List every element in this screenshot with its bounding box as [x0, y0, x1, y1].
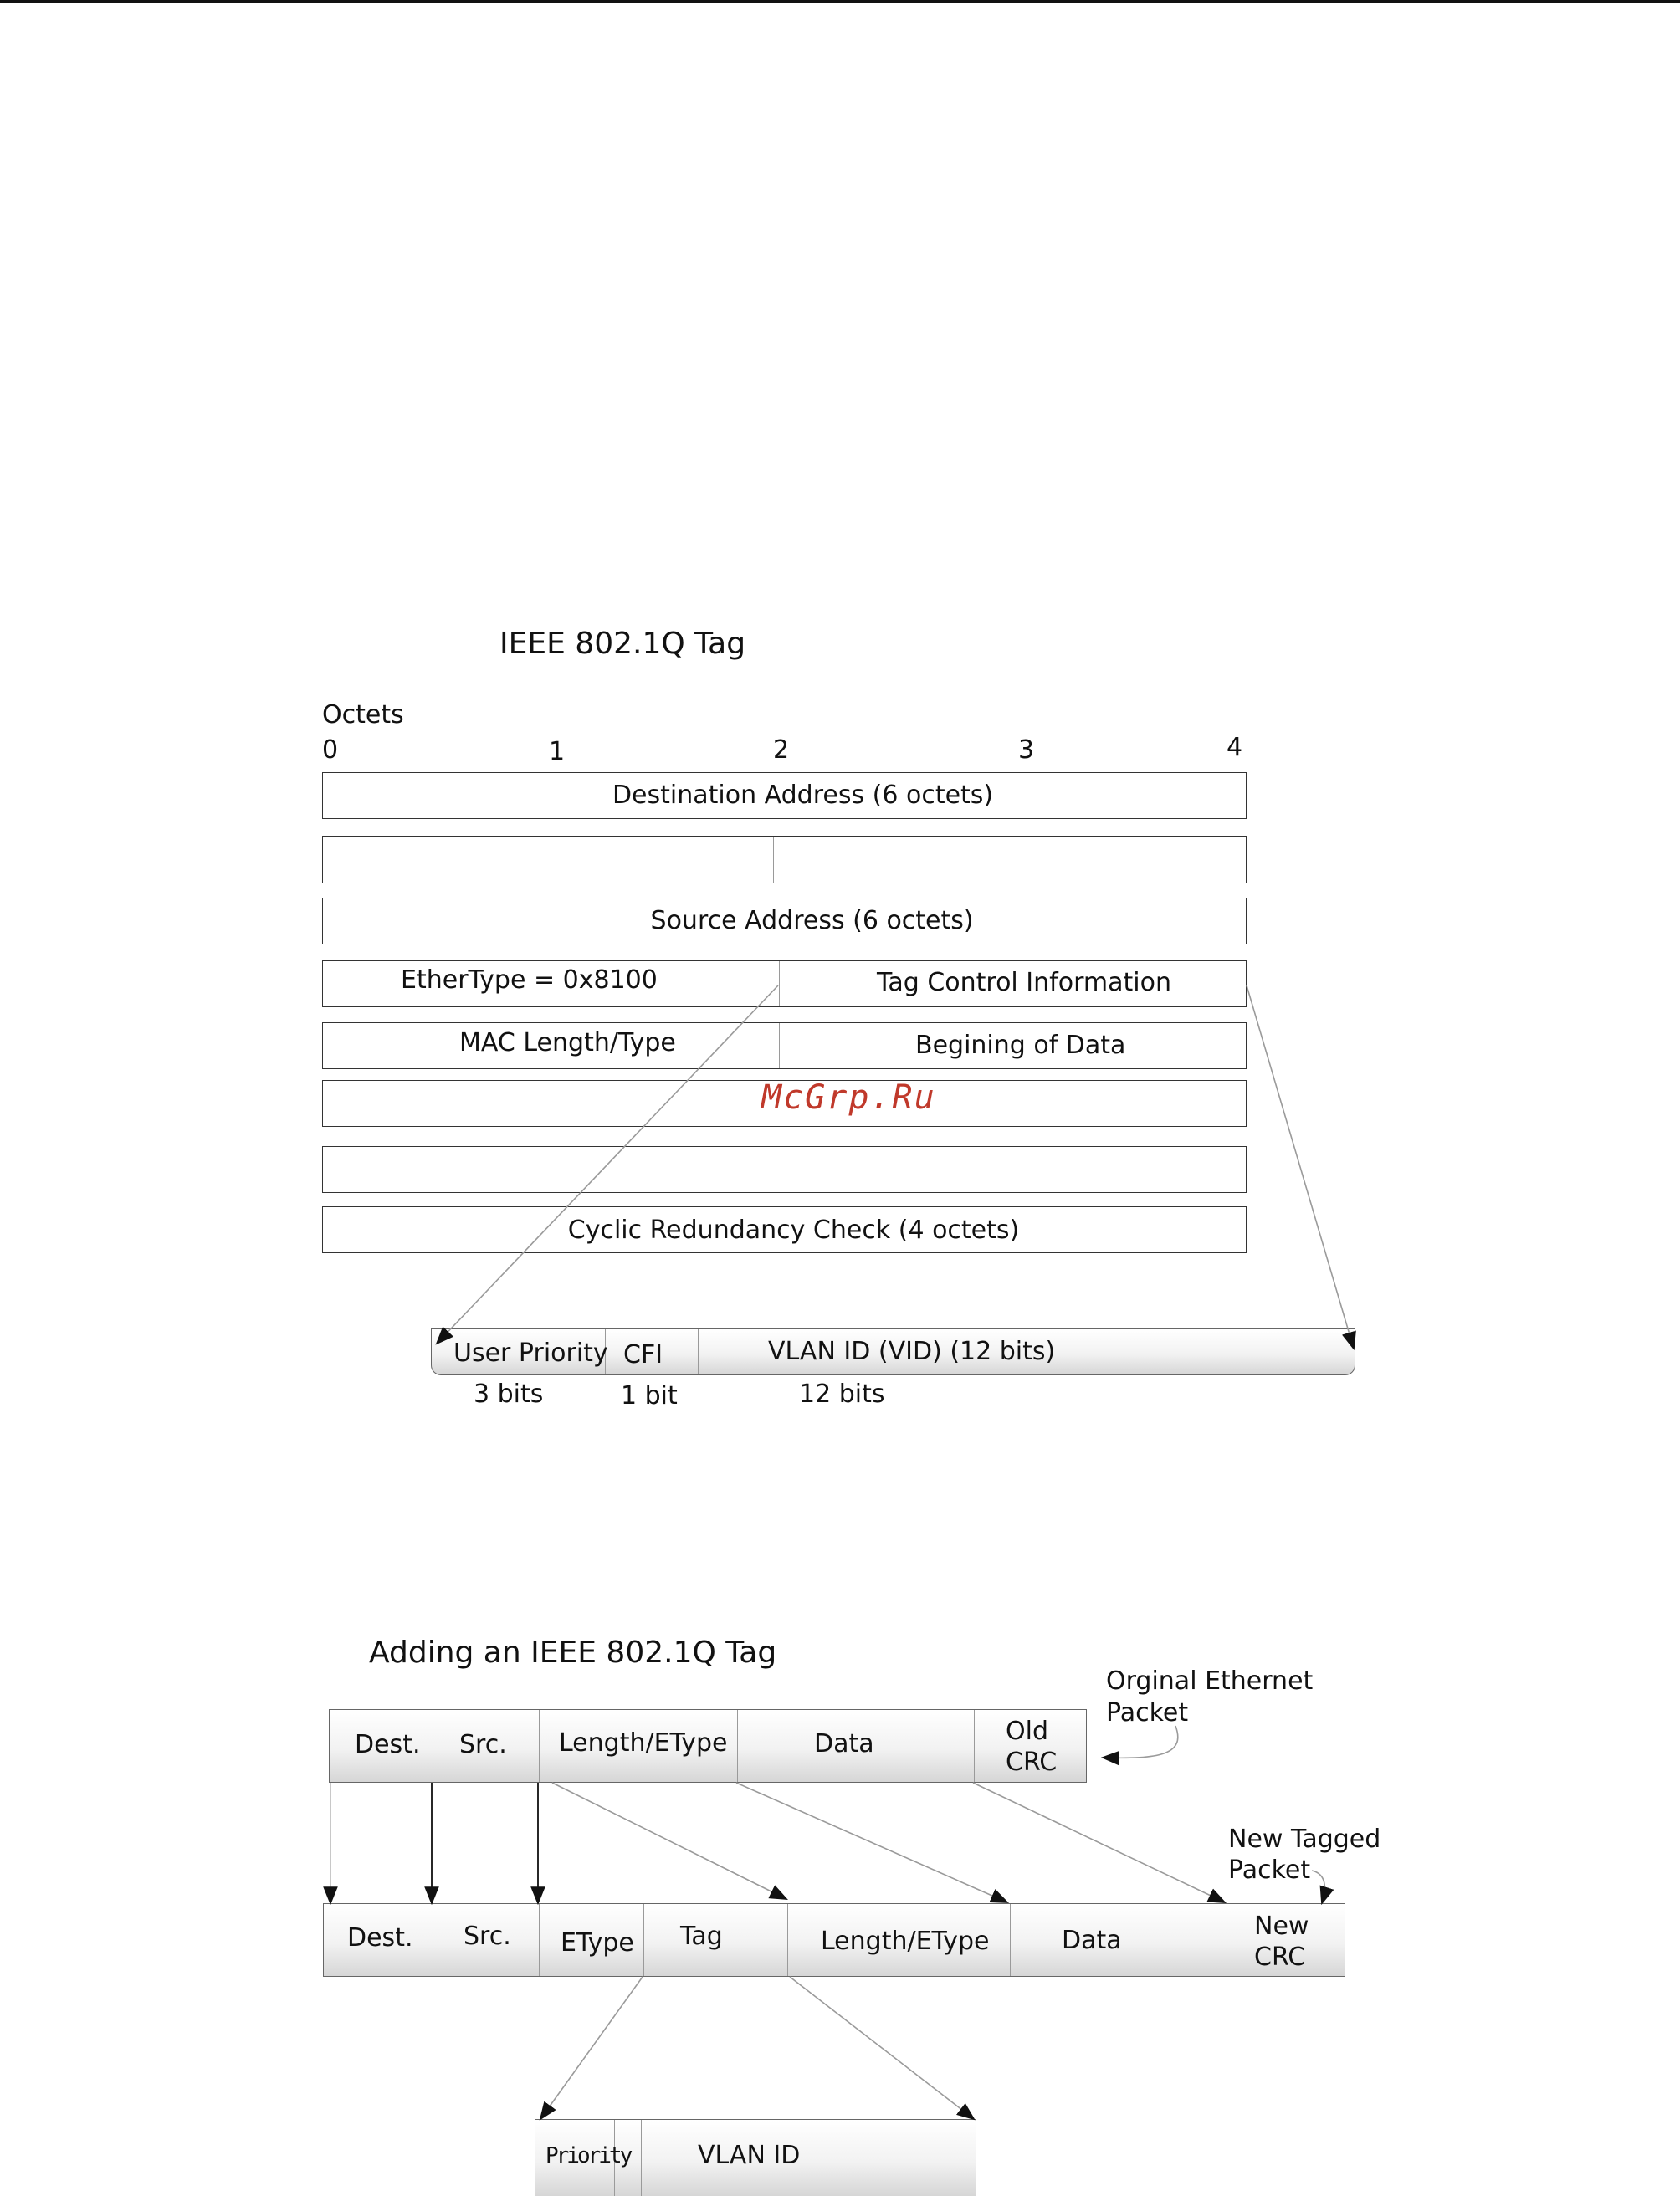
expansion-line-right	[1247, 985, 1354, 1349]
tag-diagram-title: IEEE 802.1Q Tag	[499, 627, 746, 661]
map-etype-tag	[552, 1783, 786, 1899]
tag-breakdown-left	[540, 1977, 643, 2119]
octet-tick: 1	[549, 737, 566, 766]
tagged-etype-field: EType	[561, 1928, 634, 1958]
tci-label: Tag Control Information	[877, 968, 1171, 997]
tagged-packet-label: New Tagged	[1228, 1825, 1381, 1854]
expansion-line-left	[437, 985, 778, 1344]
new-crc-field: New	[1254, 1912, 1309, 1941]
ethertype-label: EtherType = 0x8100	[401, 965, 658, 995]
octet-tick: 0	[322, 735, 339, 765]
original-data-field: Data	[814, 1729, 874, 1758]
tagged-callout-arrow	[1312, 1871, 1324, 1903]
octets-label: Octets	[322, 700, 404, 729]
original-packet-label: Orginal Ethernet	[1106, 1666, 1314, 1696]
vid-field: VLAN ID (VID) (12 bits)	[768, 1337, 1056, 1366]
tag-vlan-field: VLAN ID	[698, 2141, 801, 2170]
original-dest-field: Dest.	[355, 1730, 421, 1759]
vid-bits: 12 bits	[799, 1380, 885, 1409]
octet-tick: 2	[773, 735, 790, 765]
map-data	[736, 1783, 1007, 1902]
new-crc-field: CRC	[1254, 1943, 1306, 1972]
tagged-length-field: Length/EType	[821, 1927, 990, 1956]
old-crc-field: Old	[1006, 1717, 1048, 1746]
old-crc-field: CRC	[1006, 1748, 1058, 1777]
source-address-label: Source Address (6 octets)	[650, 906, 974, 935]
original-callout-arrow	[1103, 1726, 1178, 1758]
original-src-field: Src.	[459, 1730, 507, 1759]
map-crc	[973, 1783, 1225, 1902]
tagged-dest-field: Dest.	[347, 1923, 413, 1953]
destination-address-label: Destination Address (6 octets)	[612, 781, 994, 810]
crc-label: Cyclic Redundancy Check (4 octets)	[567, 1216, 1020, 1245]
tagged-tag-field: Tag	[680, 1922, 723, 1951]
tag-priority-field: Priority	[545, 2143, 631, 2168]
original-length-field: Length/EType	[559, 1728, 728, 1758]
original-packet-label: Packet	[1106, 1698, 1189, 1728]
tagged-packet-label: Packet	[1228, 1856, 1311, 1885]
cfi-bits: 1 bit	[621, 1381, 678, 1410]
user-priority-field: User Priority	[453, 1339, 608, 1368]
tagged-src-field: Src.	[464, 1922, 511, 1951]
cfi-field: CFI	[623, 1340, 663, 1369]
adding-diagram-title: Adding an IEEE 802.1Q Tag	[369, 1635, 777, 1670]
tag-breakdown-right	[790, 1977, 974, 2119]
mac-length-label: MAC Length/Type	[459, 1028, 676, 1057]
octet-tick: 4	[1227, 733, 1243, 762]
data-begin-label: Begining of Data	[915, 1031, 1126, 1060]
watermark: McGrp.Ru	[761, 1078, 936, 1117]
priority-bits: 3 bits	[474, 1380, 544, 1409]
octet-tick: 3	[1018, 735, 1035, 765]
tagged-data-field: Data	[1062, 1926, 1122, 1955]
